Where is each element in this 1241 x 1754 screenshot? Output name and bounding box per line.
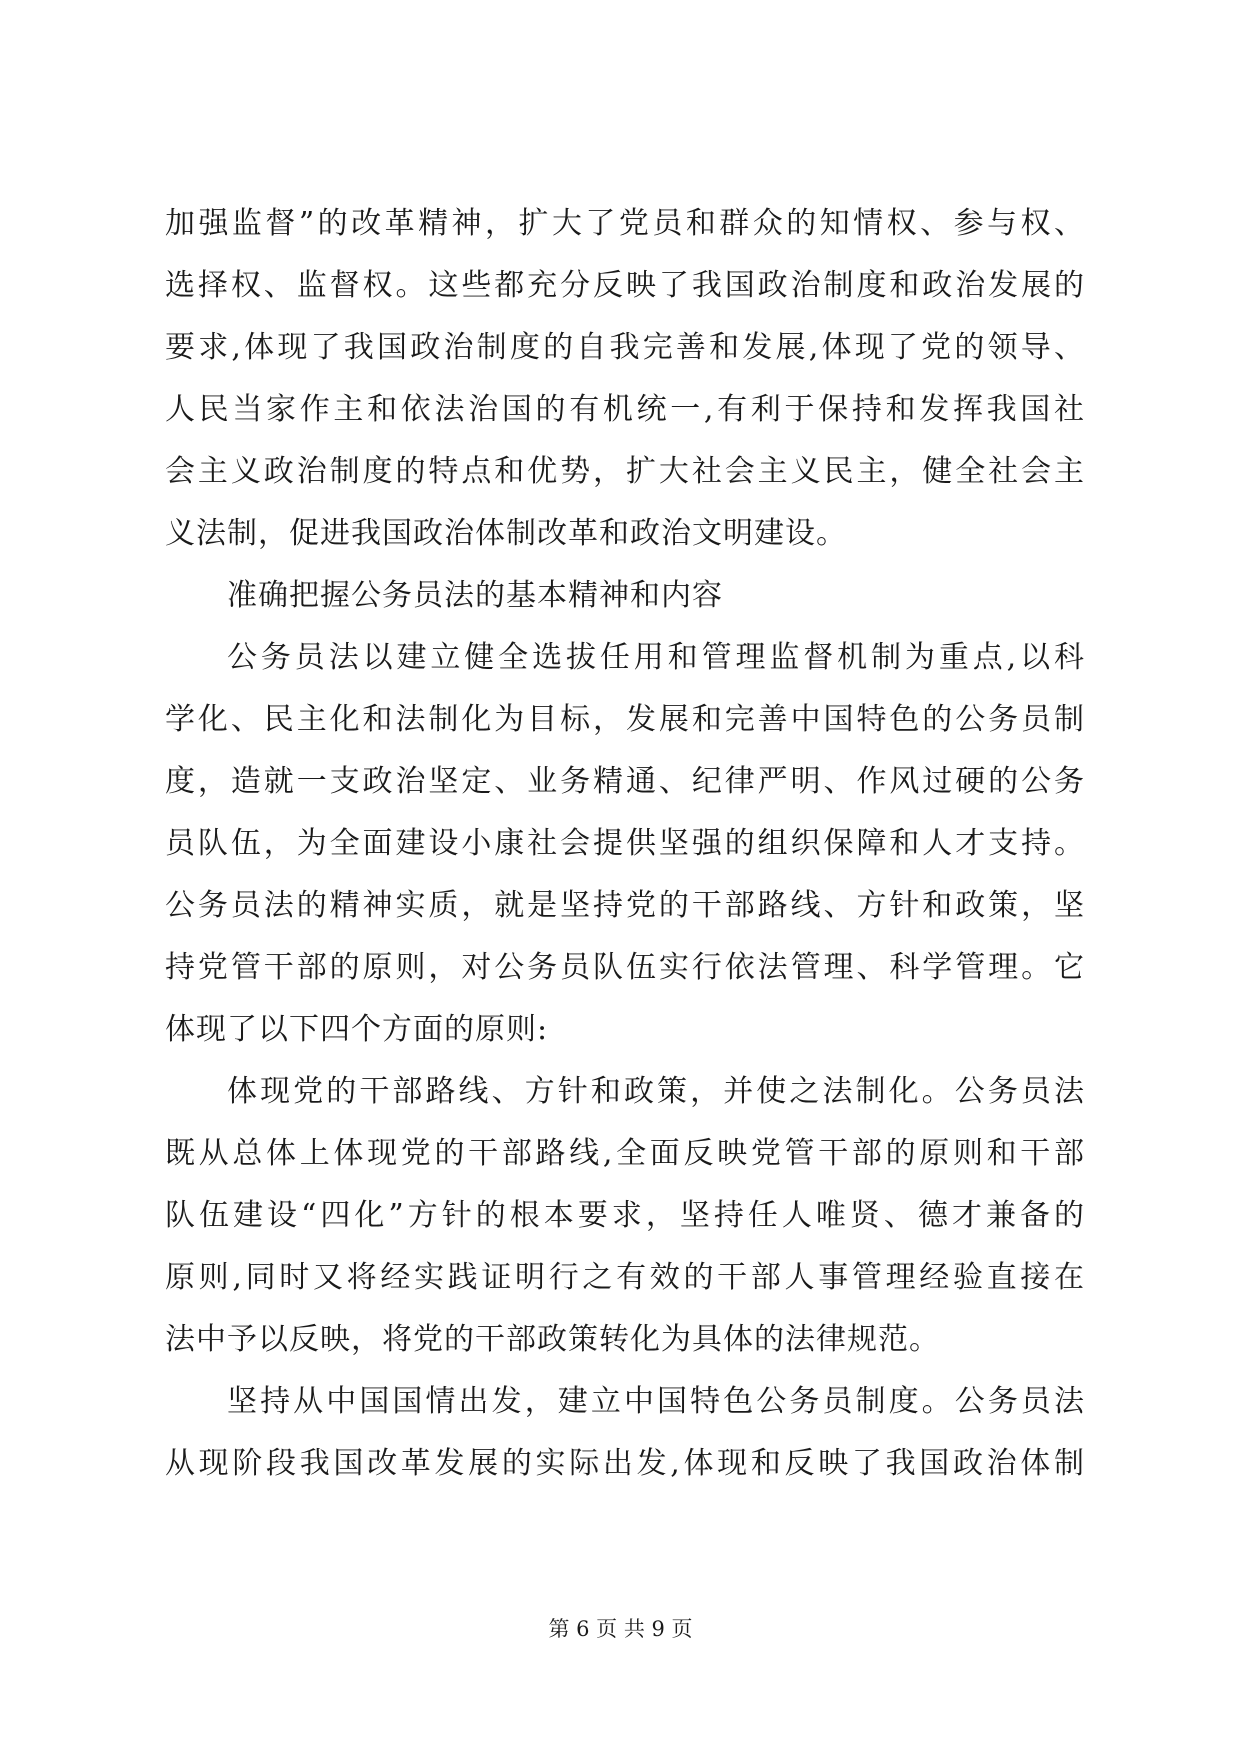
text-line: 从现阶段我国改革发展的实际出发,体现和反映了我国政治体制 — [165, 1446, 1085, 1481]
text-line: 体现了以下四个方面的原则: — [165, 1012, 549, 1047]
text-line: 度，造就一支政治坚定、业务精通、纪律严明、作风过硬的公务 — [165, 764, 1085, 799]
text-line: 要求,体现了我国政治制度的自我完善和发展,体现了党的领导、 — [165, 330, 1085, 365]
text-line: 原则,同时又将经实践证明行之有效的干部人事管理经验直接在 — [165, 1260, 1085, 1295]
text-line: 义法制，促进我国政治体制改革和政治文明建设。 — [165, 516, 847, 551]
text-line: 人民当家作主和依法治国的有机统一,有利于保持和发挥我国社 — [165, 392, 1085, 427]
text-line: 坚持从中国国情出发，建立中国特色公务员制度。公务员法 — [227, 1384, 1085, 1419]
text-line: 队伍建设“四化”方针的根本要求，坚持任人唯贤、德才兼备的 — [165, 1198, 1085, 1233]
text-line: 法中予以反映，将党的干部政策转化为具体的法律规范。 — [165, 1322, 940, 1357]
text-line: 会主义政治制度的特点和优势，扩大社会主义民主，健全社会主 — [165, 454, 1085, 489]
text-line: 公务员法的精神实质，就是坚持党的干部路线、方针和政策，坚 — [165, 888, 1085, 923]
text-line: 员队伍，为全面建设小康社会提供坚强的组织保障和人才支持。 — [165, 826, 1085, 861]
text-line: 加强监督”的改革精神，扩大了党员和群众的知情权、参与权、 — [165, 206, 1085, 241]
text-line: 公务员法以建立健全选拔任用和管理监督机制为重点,以科 — [227, 640, 1085, 675]
document-body — [165, 193, 1085, 1495]
text-line: 学化、民主化和法制化为目标，发展和完善中国特色的公务员制 — [165, 702, 1085, 737]
text-line: 体现党的干部路线、方针和政策，并使之法制化。公务员法 — [227, 1074, 1085, 1109]
text-line: 既从总体上体现党的干部路线,全面反映党管干部的原则和干部 — [165, 1136, 1085, 1171]
text-line: 准确把握公务员法的基本精神和内容 — [227, 578, 723, 613]
text-line: 持党管干部的原则，对公务员队伍实行依法管理、科学管理。它 — [165, 950, 1085, 985]
text-line: 选择权、监督权。这些都充分反映了我国政治制度和政治发展的 — [165, 268, 1085, 303]
page-footer: 第 6 页 共 9 页 — [548, 1617, 693, 1641]
